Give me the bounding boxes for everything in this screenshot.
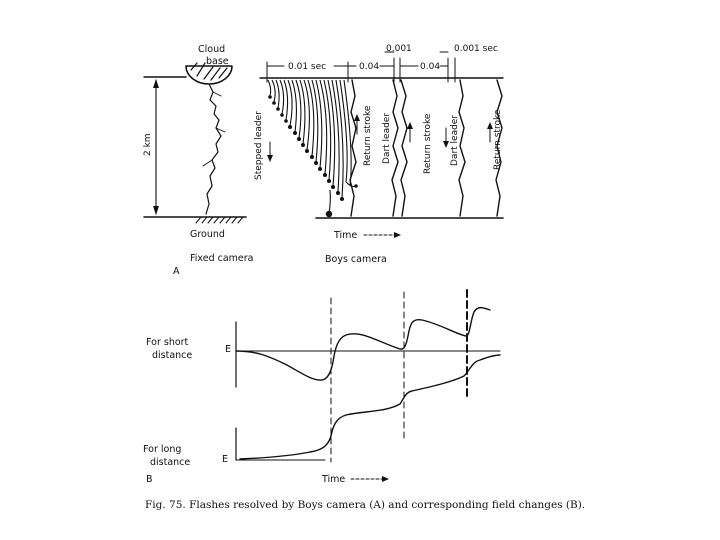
long-distance-label-2: distance [150, 457, 191, 468]
dart-leader-label-1: Dart leader [382, 112, 392, 164]
return-stroke-2 [401, 80, 407, 216]
interval-label-3: 0.001 [386, 44, 412, 54]
interval-label-4: 0.04 [420, 62, 441, 72]
panel-a-letter: A [173, 266, 180, 277]
interval-label-5: 0.001 sec [454, 44, 498, 54]
cloud-base-label-2: base [206, 56, 229, 67]
return-stroke-label-3: Return stroke [493, 109, 503, 170]
height-label: 2 km [143, 133, 153, 156]
panel-a [143, 44, 503, 277]
e-label-short: E [225, 344, 232, 355]
e-label-long: E [222, 454, 229, 465]
time-arrow-b [351, 476, 389, 482]
ground-label: Ground [190, 229, 225, 240]
return-stroke-label-1: Return stroke [363, 105, 373, 166]
fixed-camera-label: Fixed camera [190, 253, 254, 264]
short-distance-label: For short [146, 337, 189, 348]
short-distance-label-2: distance [152, 350, 193, 361]
panel-b [143, 290, 500, 485]
cloud-base-label: Cloud [198, 44, 226, 55]
figure-caption: Fig. 75. Flashes resolved by Boys camera (A) and corresponding field changes (B). [145, 499, 586, 511]
return-stroke-label-2: Return stroke [423, 113, 433, 174]
time-label-a: Time [334, 230, 358, 241]
interval-label-1: 0.01 sec [288, 62, 327, 72]
panel-b-letter: B [146, 474, 153, 485]
dart-leader-1 [392, 80, 398, 216]
dart-leader-label-2: Dart leader [450, 114, 460, 166]
ground-hatching [196, 217, 243, 223]
boys-camera-label: Boys camera [325, 254, 387, 265]
long-distance-label: For long [143, 444, 182, 455]
fixed-camera-channel [206, 84, 221, 214]
height-dimension [153, 79, 159, 215]
time-arrow-a [364, 232, 401, 238]
interval-label-2: 0.04 [359, 62, 380, 72]
short-distance-curve [236, 308, 490, 380]
stepped-leader-streaks [268, 80, 356, 214]
time-label-b: Time [322, 474, 346, 485]
stepped-leader-label: Stepped leader [254, 111, 264, 180]
long-distance-curve [240, 355, 500, 459]
